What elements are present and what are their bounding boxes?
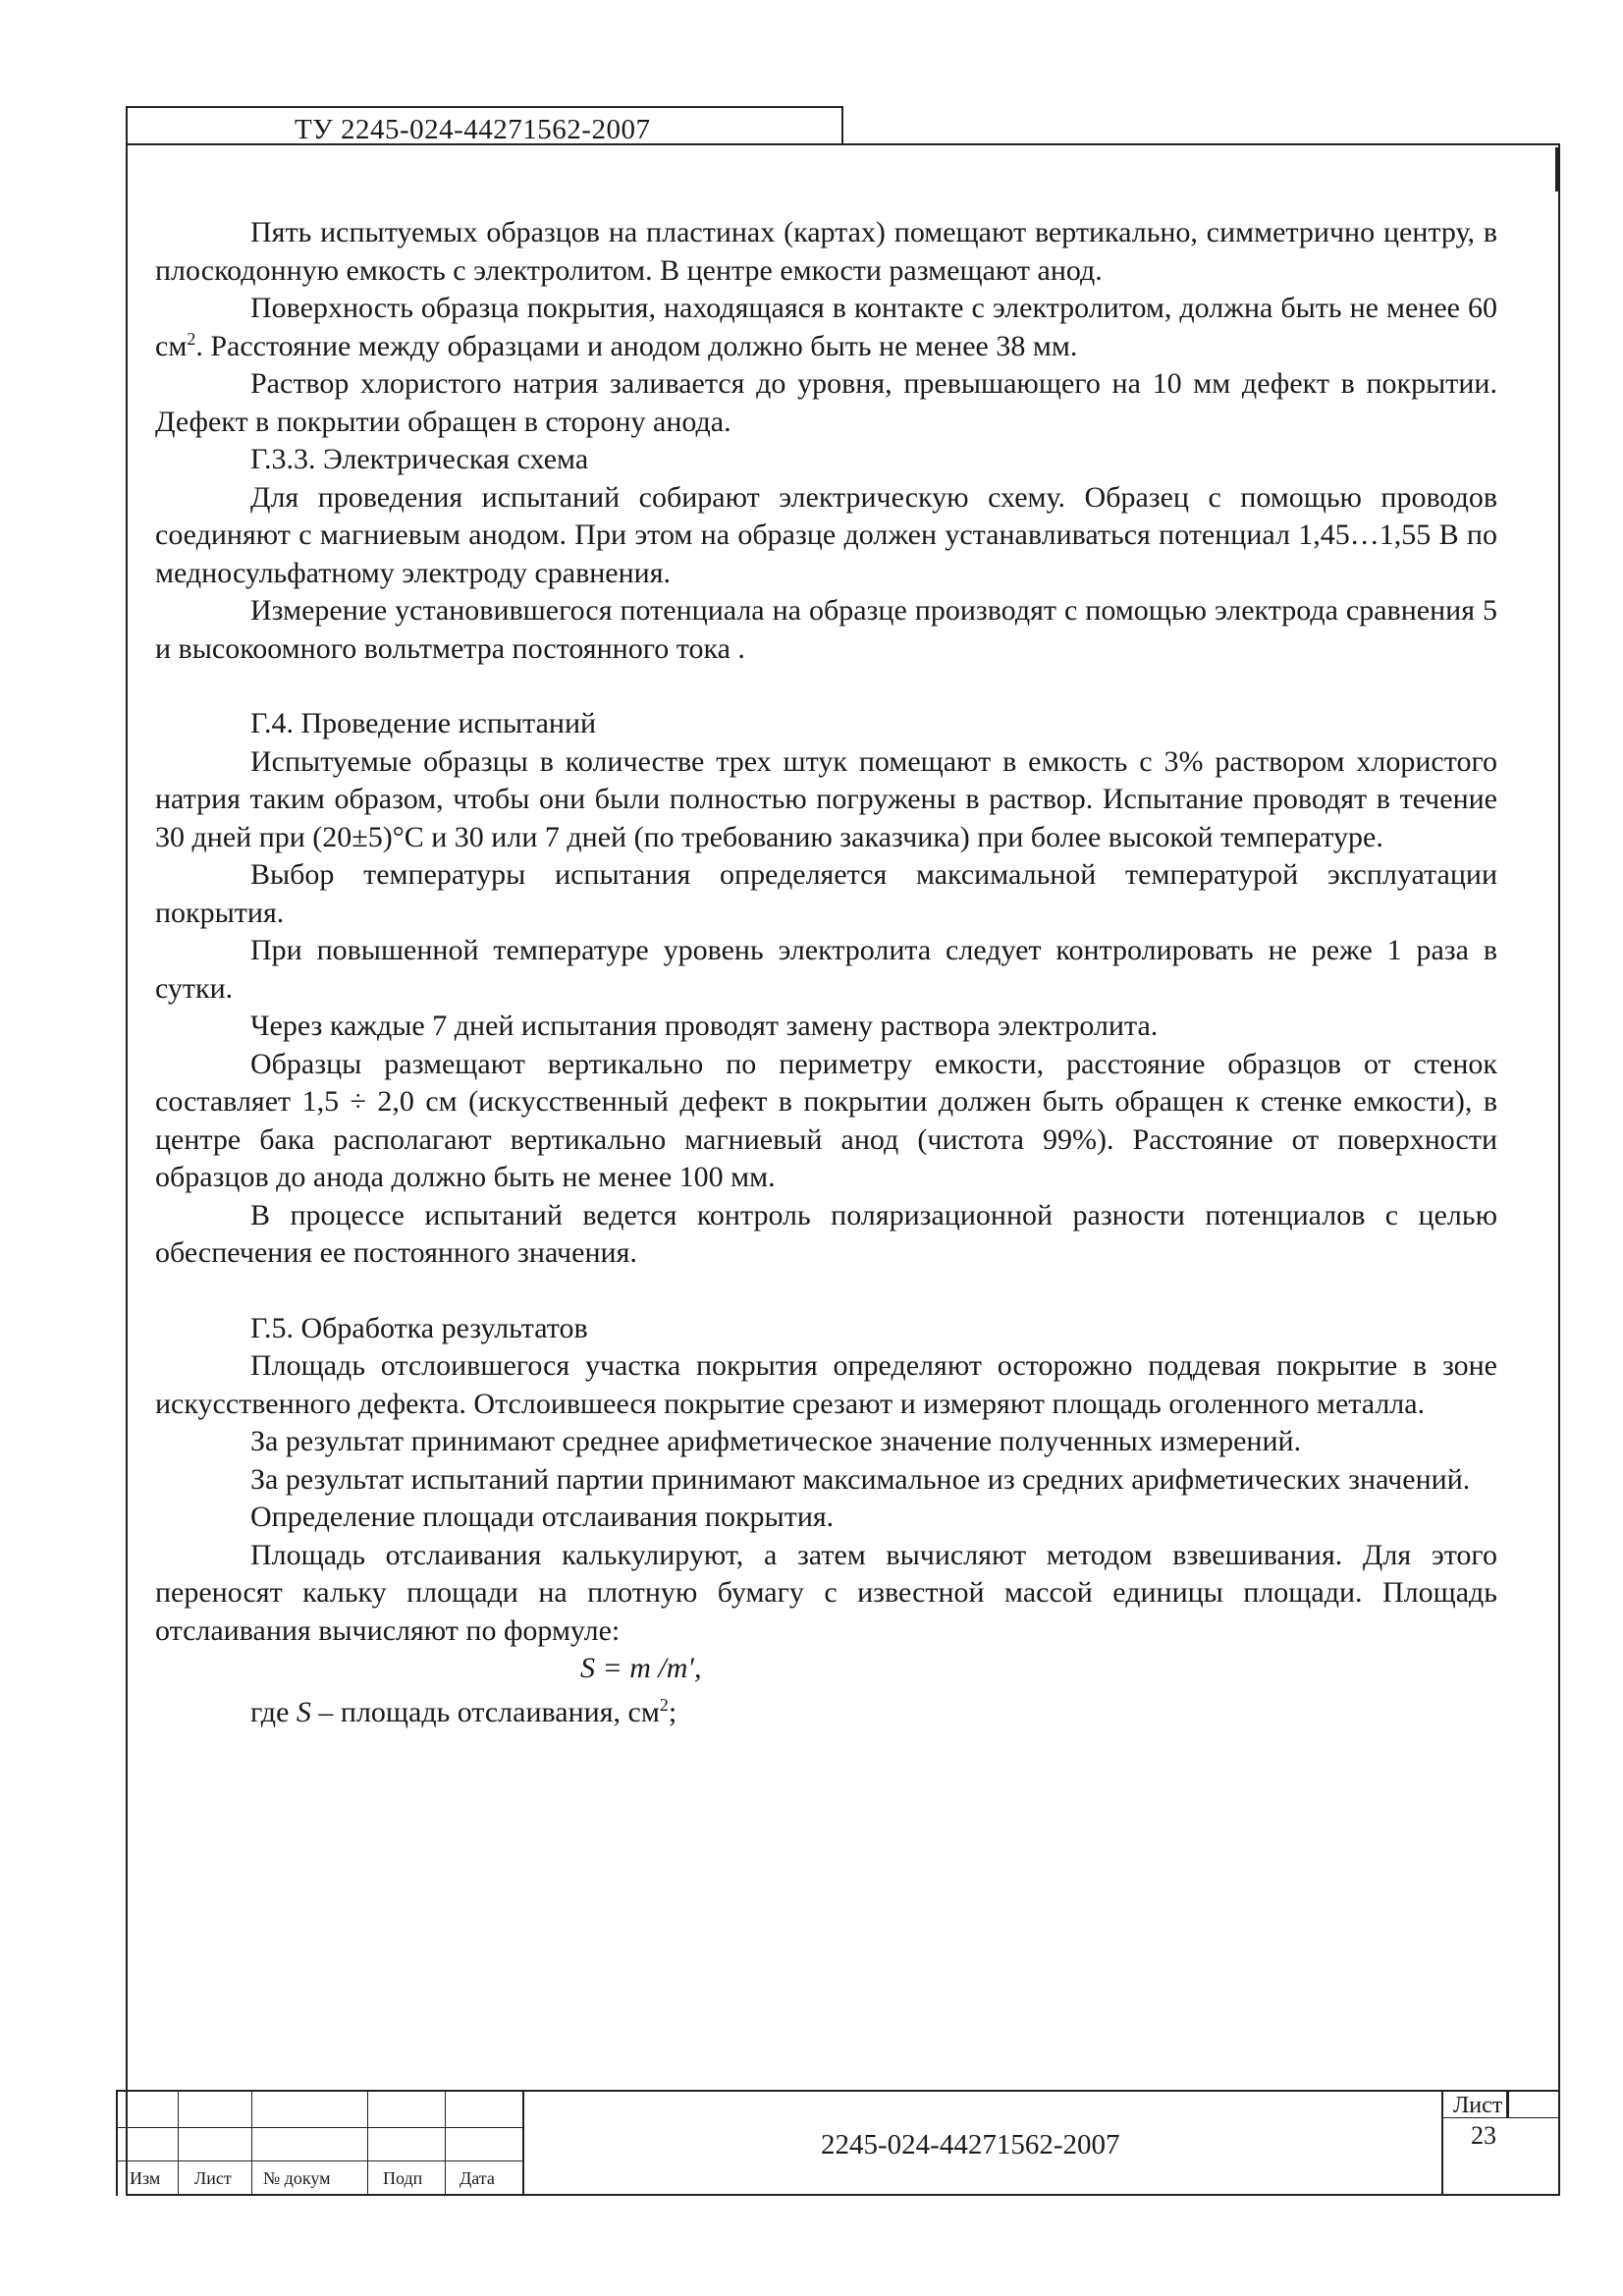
label-signature: Подп	[383, 2168, 423, 2188]
paragraph: Пять испытуемых образцов на пластинах (картах) помещают вертикально, симметрично центру, в плоскодонную емкость с электролитом. В центре емкости размещают анод.	[155, 216, 1497, 287]
paragraph: Через каждые 7 дней испытания проводят замену раствора электролита.	[250, 1010, 1159, 1042]
grid-line	[522, 2090, 524, 2196]
grid-line	[116, 2090, 118, 2196]
paragraph: Раствор хлористого натрия заливается до уровня, превышающего на 10 мм дефект в покрытии. Дефект в покрытии обращен в сторону анода.	[155, 367, 1497, 438]
grid-line	[1441, 2090, 1443, 2196]
grid-line	[445, 2090, 446, 2196]
frame-edge-mark	[1555, 147, 1559, 191]
sheet-number: 23	[1471, 2121, 1496, 2150]
grid-line	[178, 2090, 179, 2196]
paragraph: Для проведения испытаний собирают электрическую схему. Образец с помощью проводов соединяют с магниевым анодом. При этом на образце должен устанавливаться потенциал 1,45…1,55 В по медносульфатному электроду сравнения.	[155, 480, 1497, 589]
header-tab	[126, 106, 843, 143]
grid-line	[367, 2090, 368, 2196]
grid-line	[1506, 2090, 1509, 2117]
header-doc-code: ТУ 2245-024-44271562-2007	[295, 114, 651, 145]
section-heading-g4: Г.4. Проведение испытаний	[250, 707, 597, 739]
sheet-label: Лист	[1453, 2093, 1503, 2118]
title-block	[116, 2090, 1559, 2196]
section-heading-g33: Г.3.3. Электрическая схема	[250, 443, 589, 475]
paragraph: Измерение установившегося потенциала на образце производят с помощью электрода сравнения 5 и высокоомного вольтметра постоянного тока .	[155, 594, 1497, 665]
paragraph: За результат испытаний партии принимают максимальное из средних арифметических значений.	[250, 1462, 1471, 1496]
paragraph: В процессе испытаний ведется контроль поляризационной разности потенциалов с целью обеспечения ее постоянного значения.	[155, 1198, 1497, 1269]
document-body	[155, 214, 1497, 1731]
paragraph: Испытуемые образцы в количестве трех штук помещают в емкость с 3% раствором хлористого натрия таким образом, чтобы они были полностью погружены в раствор. Испытание проводят в течение 30 дней при (20±5)°С и 30 или 7 дней (по требованию заказчика) при более высокой температуре.	[155, 744, 1497, 853]
formula-explanation: где S – площадь отслаивания, $см^2$;	[250, 1694, 677, 1728]
label-date: Дата	[460, 2168, 495, 2188]
paragraph: Выбор температуры испытания определяется максимальной температурой эксплуатации покрытия.	[155, 858, 1497, 929]
formula: S = m /m′,	[580, 1652, 702, 1684]
label-list: Лист	[194, 2168, 232, 2188]
paragraph: Поверхность образца покрытия, находящаяся в контакте с электролитом, должна быть не менее 60 $см^2$. Расстояние между образцами и анодом должно быть не менее 38 мм.	[155, 292, 1497, 362]
label-doc-number: № докум	[263, 2168, 331, 2188]
paragraph: Образцы размещают вертикально по периметру емкости, расстояние образцов от стенок составляет 1,5 ÷ 2,0 см (искусственный дефект в покрытии должен быть обращен к стенке емкости), в центре бака располагают вертикально магниевый анод (чистота 99%). Расстояние от поверхности образцов до анода должно быть не менее 100 мм.	[155, 1047, 1497, 1193]
paragraph: Площадь отслоившегося участка покрытия определяют осторожно поддевая покрытие в зоне искусственного дефекта. Отслоившееся покрытие срезают и измеряют площадь оголенного металла.	[155, 1349, 1497, 1420]
paragraph: При повышенной температуре уровень электролита следует контролировать не реже 1 раза в сутки.	[155, 934, 1497, 1005]
title-block-top-line	[116, 2090, 1559, 2092]
paragraph: Площадь отслаивания калькулируют, а затем вычисляют методом взвешивания. Для этого переносят кальку площади на плотную бумагу с известной массой единицы площади. Площадь отслаивания вычисляют по формуле:	[155, 1538, 1497, 1647]
paragraph: За результат принимают среднее арифметическое значение полученных измерений.	[250, 1425, 1302, 1457]
title-block-code: 2245-024-44271562-2007	[821, 2129, 1120, 2160]
section-heading-g5: Г.5. Обработка результатов	[250, 1311, 588, 1344]
grid-line	[251, 2090, 252, 2196]
paragraph: Определение площади отслаивания покрытия.	[250, 1501, 835, 1533]
label-izm: Изм	[130, 2168, 161, 2188]
